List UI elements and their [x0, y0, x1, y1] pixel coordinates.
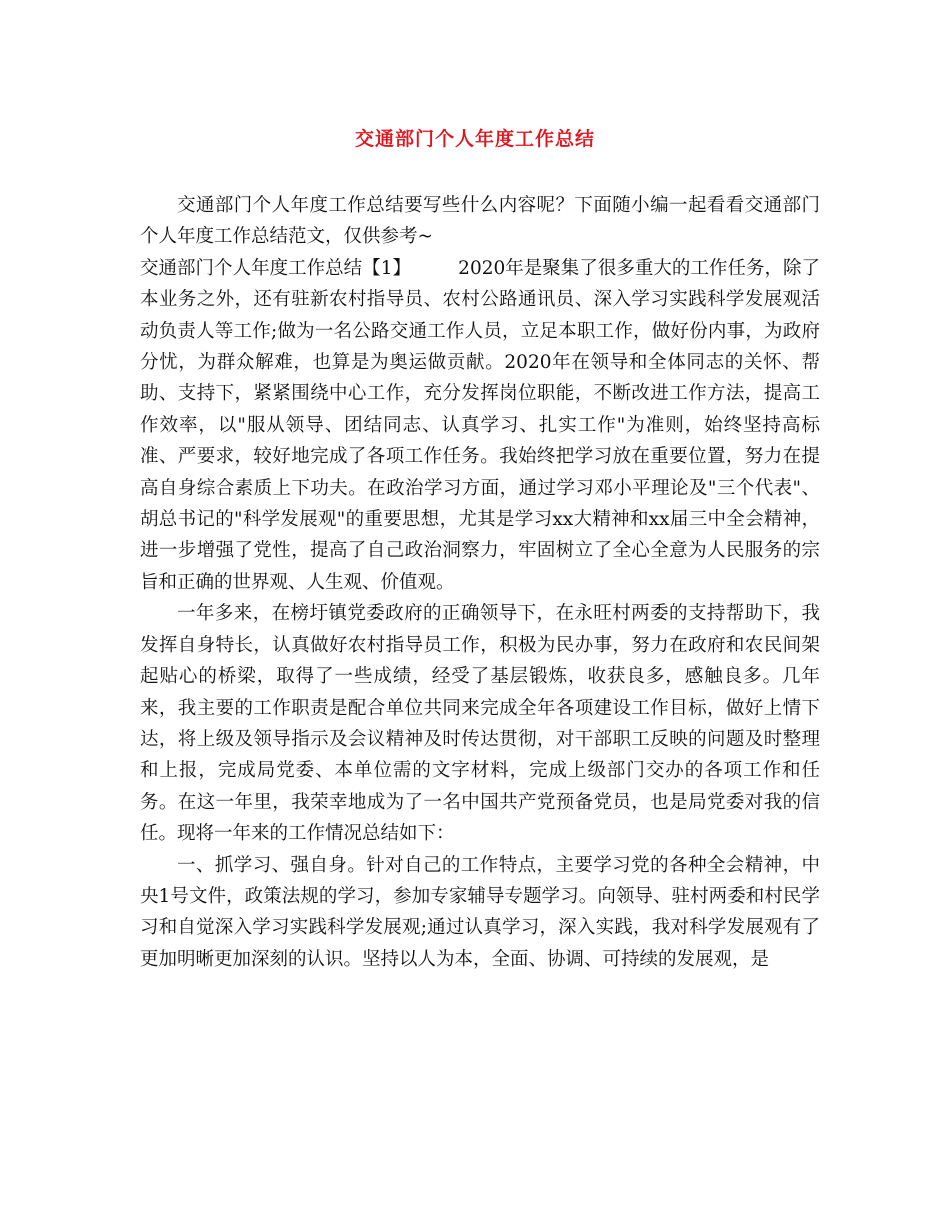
- document-title: 交通部门个人年度工作总结: [354, 128, 595, 150]
- section-gap: [411, 258, 458, 279]
- section-heading: 交通部门个人年度工作总结【1】: [140, 257, 411, 279]
- paragraph-3: 一、抓学习、强自身。针对自己的工作特点，主要学习党的各种全会精神，中央1号文件，政策法规的学习，参加专家辅导专题学习。向领导、驻村两委和村民学习和自觉深入学习实践科学发展观;通过认真学习，深入实践，我对科学发展观有了更加明晰更加深刻的认识。坚持以人为本，全面、协调、可持续的发展观，是: [140, 854, 820, 970]
- intro-paragraph: 交通部门个人年度工作总结要写些什么内容呢？下面随小编一起看看交通部门个人年度工作总结范文，仅供参考~: [140, 195, 820, 248]
- document-body: [140, 190, 820, 975]
- paragraph-2: 一年多来，在榜圩镇党委政府的正确领导下，在永旺村两委的支持帮助下，我发挥自身特长，认真做好农村指导员工作，积极为民办事，努力在政府和农民间架起贴心的桥梁，取得了一些成绩，经受了基层锻炼，收获良多，感触良多。几年来，我主要的工作职责是配合单位共同来完成全年各项建设工作目标，做好上情下达，将上级及领导指示及会议精神及时传达贯彻，对干部职工反映的问题及时整理和上报，完成局党委、本单位需的文字材料，完成上级部门交办的各项工作和任务。在这一年里，我荣幸地成为了一名中国共产党预备党员，也是局党委对我的信任。现将一年来的工作情况总结如下：: [140, 603, 820, 845]
- paragraph-1: 2020年是聚集了很多重大的工作任务，除了本业务之外，还有驻新农村指导员、农村公路通讯员、深入学习实践科学发展观活动负责人等工作;做为一名公路交通工作人员，立足本职工作，做好份内事，为政府分忧，为群众解难，也算是为奥运做贡献。2020年在领导和全体同志的关怀、帮助、支持下，紧紧围绕中心工作，充分发挥岗位职能，不断改进工作方法，提高工作效率，以"服从领导、团结同志、认真学习、扎实工作"为准则，始终坚持高标准、严要求，较好地完成了各项工作任务。我始终把学习放在重要位置，努力在提高自身综合素质上下功夫。在政治学习方面，通过学习邓小平理论及"三个代表"、胡总书记的"科学发展观"的重要思想，尤其是学习xx大精神和xx届三中全会精神，进一步增强了党性，提高了自己政治洞察力，牢固树立了全心全意为人民服务的宗旨和正确的世界观、人生观、价值观。: [140, 257, 821, 593]
- section-paragraph: [140, 253, 820, 598]
